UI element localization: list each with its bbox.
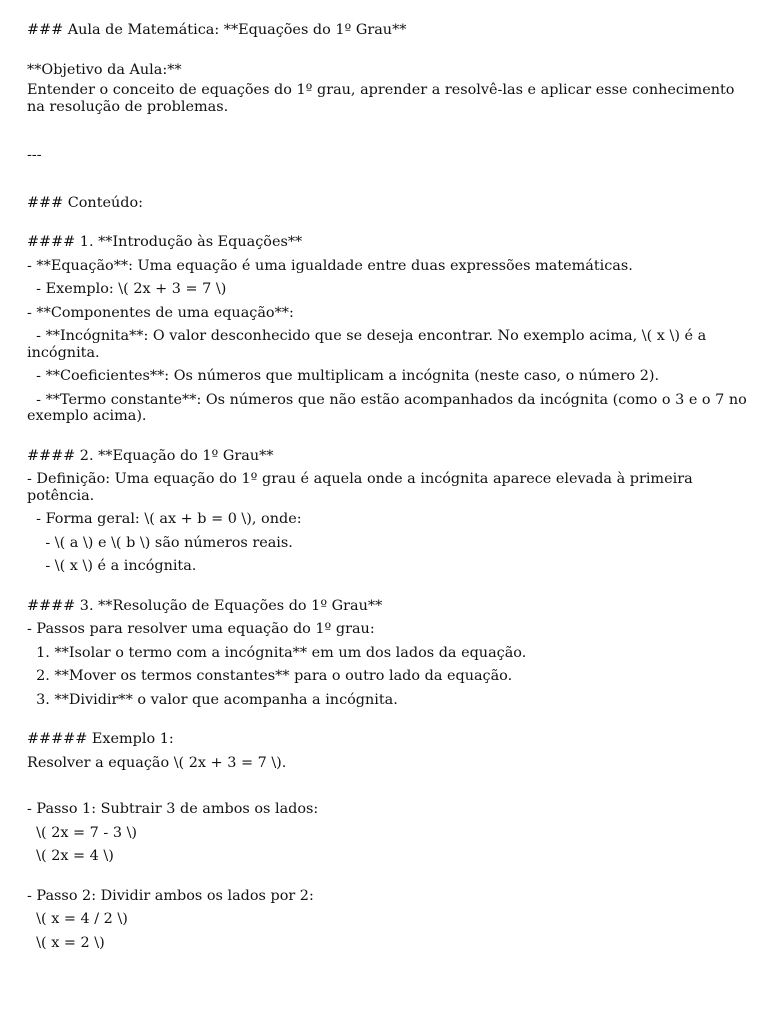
section1-line: - Exemplo: \( 2x + 3 = 7 \) bbox=[27, 281, 227, 297]
section1-line: - **Coeficientes**: Os números que multiplicam a incógnita (neste caso, o número 2). bbox=[27, 368, 660, 384]
section1-line: - **Termo constante**: Os números que não estão acompanhados da incógnita (como o 3 e o 7 no exemplo acima). bbox=[27, 391, 752, 424]
example1-step1-line: \( 2x = 4 \) bbox=[27, 848, 114, 864]
example1-statement: Resolver a equação \( 2x + 3 = 7 \). bbox=[27, 754, 287, 771]
section3-line: 2. **Mover os termos constantes** para o outro lado da equação. bbox=[27, 668, 513, 684]
section3-heading: #### 3. **Resolução de Equações do 1º Grau** bbox=[27, 597, 383, 614]
example1-step1-line: \( 2x = 7 - 3 \) bbox=[27, 824, 138, 841]
section3-line: 3. **Dividir** o valor que acompanha a incógnita. bbox=[27, 691, 398, 708]
section3-line: 1. **Isolar o termo com a incógnita** em um dos lados da equação. bbox=[27, 644, 527, 661]
section1-heading: #### 1. **Introdução às Equações** bbox=[27, 234, 303, 250]
objective-text: Entender o conceito de equações do 1º grau, aprender a resolvê-las e aplicar esse conhecimento na resolução de problemas. bbox=[27, 82, 740, 115]
lesson-title: ### Aula de Matemática: **Equações do 1º Grau** bbox=[27, 22, 407, 38]
section2-line: - Forma geral: \( ax + b = 0 \), onde: bbox=[27, 511, 302, 527]
content-heading: ### Conteúdo: bbox=[27, 194, 143, 211]
example1-heading: ##### Exemplo 1: bbox=[27, 731, 174, 747]
example1-step2-line: \( x = 4 / 2 \) bbox=[27, 911, 128, 927]
example1-step1-title: - Passo 1: Subtrair 3 de ambos os lados: bbox=[27, 801, 319, 817]
section2-heading: #### 2. **Equação do 1º Grau** bbox=[27, 447, 274, 464]
example1-step2-line: \( x = 2 \) bbox=[27, 934, 105, 951]
section2-line: - Definição: Uma equação do 1º grau é aquela onde a incógnita aparece elevada à primeira potência. bbox=[27, 471, 698, 504]
document-page bbox=[27, 22, 752, 958]
example1-step2-title: - Passo 2: Dividir ambos os lados por 2: bbox=[27, 887, 314, 904]
objective-heading: **Objetivo da Aula:** bbox=[27, 61, 182, 78]
section1-line: - **Componentes de uma equação**: bbox=[27, 304, 294, 321]
section1-line: - **Incógnita**: O valor desconhecido que se deseja encontrar. No exemplo acima, \( x \) é a incógnita. bbox=[27, 328, 711, 361]
section2-line: - \( a \) e \( b \) são números reais. bbox=[27, 534, 293, 551]
separator: --- bbox=[27, 147, 42, 163]
section1-line: - **Equação**: Uma equação é uma igualdade entre duas expressões matemáticas. bbox=[27, 257, 633, 274]
section3-line: - Passos para resolver uma equação do 1º grau: bbox=[27, 621, 375, 637]
section2-line: - \( x \) é a incógnita. bbox=[27, 558, 197, 574]
